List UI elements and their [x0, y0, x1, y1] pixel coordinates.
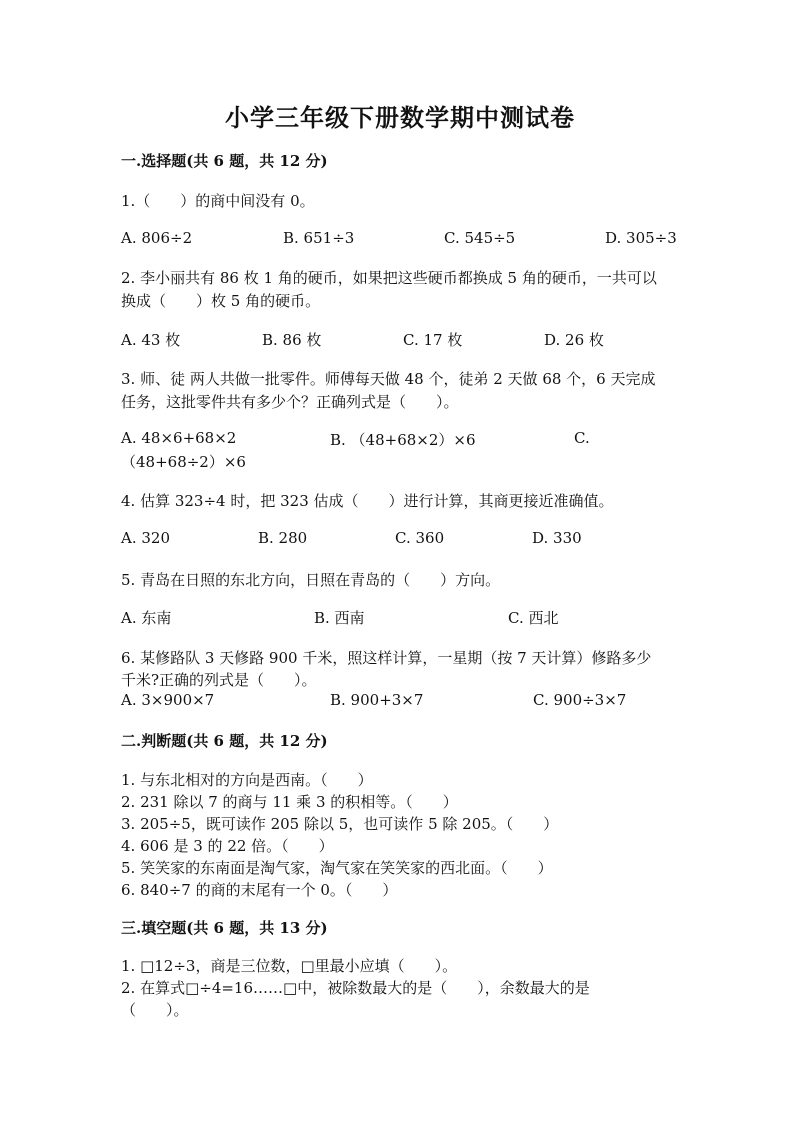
question-6-stem-line2: 千米?正确的列式是（ ）。 — [121, 671, 317, 689]
question-5-stem: 5. 青岛在日照的东北方向，日照在青岛的（ ）方向。 — [121, 571, 501, 589]
q4-option-c: C. 360 — [395, 529, 445, 547]
question-6-stem-line1: 6. 某修路队 3 天修路 900 千米，照这样计算，一星期（按 7 天计算）修路多少 — [121, 649, 652, 667]
q3-option-c-text: （48+68÷2）×6 — [121, 453, 246, 471]
q2-option-a: A. 43 枚 — [121, 331, 181, 349]
q5-option-b: B. 西南 — [314, 609, 365, 627]
q4-option-b: B. 280 — [258, 529, 308, 547]
fill-item-1: 1. □12÷3，商是三位数，□里最小应填（ ）。 — [121, 957, 458, 975]
q2-option-b: B. 86 枚 — [262, 331, 322, 349]
q4-option-a: A. 320 — [121, 529, 170, 547]
fill-item-2-continued: （ ）。 — [121, 1001, 189, 1019]
judge-item-5: 5. 笑笑家的东南面是淘气家，淘气家在笑笑家的西北面。（ ） — [121, 859, 553, 877]
q5-option-a: A. 东南 — [121, 609, 172, 627]
q3-option-a: A. 48×6+68×2 — [121, 429, 237, 447]
question-2-stem-line2: 换成（ ）枚 5 角的硬币。 — [121, 292, 321, 310]
question-3-stem-line2: 任务，这批零件共有多少个？正确列式是（ ）。 — [121, 393, 459, 411]
question-1-stem: 1.（ ）的商中间没有 0。 — [121, 192, 315, 210]
section-heading-judge: 二.判断题(共 6 题，共 12 分) — [121, 732, 328, 750]
q1-option-a: A. 806÷2 — [121, 229, 193, 247]
judge-item-1: 1. 与东北相对的方向是西南。（ ） — [121, 771, 373, 789]
judge-item-2: 2. 231 除以 7 的商与 11 乘 3 的积相等。（ ） — [121, 793, 458, 811]
q2-option-c: C. 17 枚 — [403, 331, 463, 349]
q2-option-d: D. 26 枚 — [544, 331, 604, 349]
q6-option-a: A. 3×900×7 — [121, 691, 215, 709]
q4-option-d: D. 330 — [532, 529, 582, 547]
q5-option-c: C. 西北 — [508, 609, 559, 627]
q1-option-d: D. 305÷3 — [605, 229, 677, 247]
q6-option-b: B. 900+3×7 — [330, 691, 424, 709]
judge-item-6: 6. 840÷7 的商的末尾有一个 0。（ ） — [121, 881, 398, 899]
judge-item-4: 4. 606 是 3 的 22 倍。（ ） — [121, 837, 334, 855]
q3-option-b: B. （48+68×2）×6 — [330, 431, 476, 449]
q1-option-b: B. 651÷3 — [283, 229, 355, 247]
question-2-stem-line1: 2. 李小丽共有 86 枚 1 角的硬币，如果把这些硬币都换成 5 角的硬币，一共可以 — [121, 269, 657, 287]
question-3-stem-line1: 3. 师、徒 两人共做一批零件。师傅每天做 48 个，徒弟 2 天做 68 个，6 天完成 — [121, 370, 656, 388]
judge-item-3: 3. 205÷5，既可读作 205 除以 5，也可读作 5 除 205。（ ） — [121, 815, 559, 833]
page-title: 小学三年级下册数学期中测试卷 — [225, 103, 575, 132]
q6-option-c: C. 900÷3×7 — [533, 691, 627, 709]
question-4-stem: 4. 估算 323÷4 时，把 323 估成（ ）进行计算，其商更接近准确值。 — [121, 492, 614, 510]
fill-item-2: 2. 在算式□÷4=16……□中，被除数最大的是（ ），余数最大的是 — [121, 979, 590, 997]
q1-option-c: C. 545÷5 — [444, 229, 516, 247]
section-heading-choice: 一.选择题(共 6 题，共 12 分) — [121, 152, 328, 170]
q3-option-c-label: C. — [574, 429, 590, 447]
section-heading-fill: 三.填空题(共 6 题，共 13 分) — [121, 919, 328, 937]
